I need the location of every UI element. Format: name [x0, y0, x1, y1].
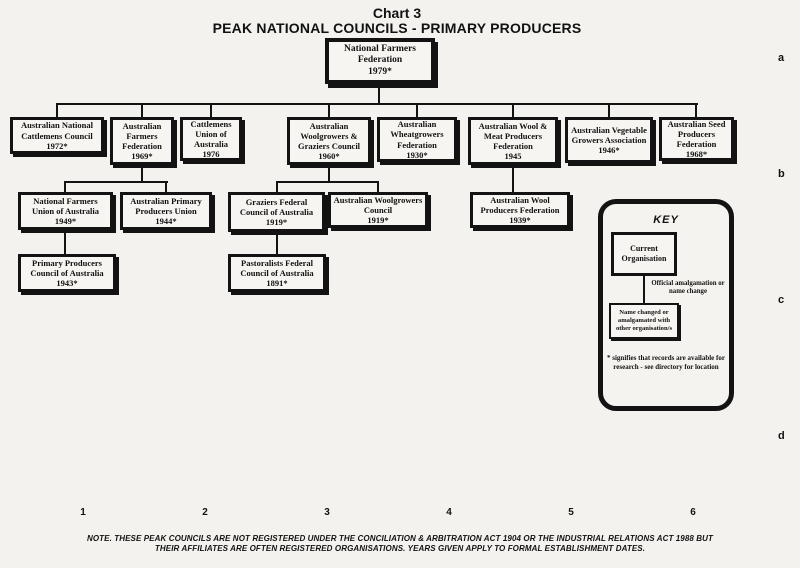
org-year: 1949*	[54, 216, 77, 227]
org-node-australian-national-cattlemens-council	[10, 117, 104, 154]
org-year: 1976	[202, 149, 220, 160]
connector-line	[512, 104, 514, 117]
grid-col-label-4: 4	[446, 507, 452, 518]
org-node-australian-seed-producers-federation	[659, 117, 734, 161]
connector-line	[64, 181, 168, 183]
org-name: Cattlemens Union of Australia	[190, 118, 232, 149]
page-title: PEAK NATIONAL COUNCILS - PRIMARY PRODUCERS	[212, 20, 582, 36]
org-year: 1972*	[46, 140, 68, 151]
connector-line	[416, 104, 418, 117]
org-name: National Farmers Union of Australia	[31, 195, 100, 216]
connector-line	[378, 84, 380, 104]
grid-col-label-1: 1	[80, 507, 86, 518]
footer-note-line-2: THEIR AFFILIATES ARE OFTEN REGISTERED ORGANISATIONS. YEARS GIVEN APPLY TO FORMAL ESTABLISHMENT DATES.	[154, 544, 646, 553]
org-name: Australian Wool & Meat Producers Federation	[478, 120, 548, 151]
footer-note-line-1: NOTE. THESE PEAK COUNCILS ARE NOT REGISTERED UNDER THE CONCILIATION & ARBITRATION ACT 1904 OR THE INDUSTRIAL RELATIONS ACT 1988 BUT	[86, 534, 714, 543]
connector-line	[64, 230, 66, 254]
org-node-australian-farmers-federation	[110, 117, 174, 165]
org-node-graziers-federal-council-of-australia	[228, 192, 325, 232]
connector-line	[608, 104, 610, 117]
connector-line	[56, 104, 58, 117]
grid-row-label-c: c	[778, 294, 785, 306]
key-edge-label: Official amalgamation or name change	[651, 280, 725, 296]
org-node-national-farmers-federation	[325, 38, 435, 84]
connector-line	[328, 165, 330, 182]
connector-line	[165, 182, 167, 192]
org-year: 1969*	[131, 151, 153, 162]
org-node-cattlemens-union-of-australia	[180, 117, 242, 161]
org-node-national-farmers-union-of-australia	[18, 192, 113, 230]
org-node-australian-wool-meat-producers-federation	[468, 117, 558, 165]
org-name: Australian Woolgrowers Council	[333, 194, 423, 215]
org-year: 1979*	[368, 66, 392, 77]
connector-line	[377, 182, 379, 192]
org-node-australian-wheatgrowers-federation	[377, 117, 457, 162]
org-year: 1891*	[266, 278, 288, 289]
connector-line	[141, 104, 143, 117]
org-name: Australian National Cattlemens Council	[20, 120, 94, 141]
key-asterisk-footnote: * signifies that records are available for research - see directory for location	[607, 354, 725, 372]
connector-line	[276, 182, 278, 192]
org-year: 1945	[504, 151, 522, 162]
org-node-australian-wool-producers-federation	[470, 192, 570, 228]
grid-col-label-3: 3	[324, 507, 330, 518]
connector-line	[276, 181, 379, 183]
org-year: 1919*	[367, 215, 389, 226]
org-name: Australian Farmers Federation	[122, 120, 162, 151]
org-name: Australian Wheatgrowers Federation	[390, 119, 444, 150]
connector-line	[695, 104, 697, 117]
org-name: Australian Primary Producers Union	[130, 195, 202, 216]
connector-line	[141, 165, 143, 182]
org-node-australian-vegetable-growers-association	[565, 117, 653, 163]
org-node-australian-woolgrowers-graziers-council	[287, 117, 371, 165]
org-name: Australian Wool Producers Federation	[480, 194, 560, 215]
grid-col-label-5: 5	[568, 507, 574, 518]
connector-line	[210, 104, 212, 117]
org-node-pastoralists-federal-council-of-australia	[228, 254, 326, 292]
org-node-primary-producers-council-of-australia	[18, 254, 116, 292]
connector-line	[276, 232, 278, 254]
org-year: 1946*	[598, 145, 620, 155]
org-name: Australian Woolgrowers & Graziers Council	[297, 120, 361, 151]
org-name: Graziers Federal Council of Australia	[239, 196, 314, 217]
org-node-australian-woolgrowers-council	[328, 192, 428, 228]
org-name: Pastoralists Federal Council of Australia	[240, 257, 314, 278]
org-name: Australian Vegetable Growers Association	[571, 124, 647, 145]
org-year: 1939*	[509, 215, 531, 226]
connector-line	[64, 182, 66, 192]
org-name: National Farmers Federation	[343, 44, 417, 66]
org-year: 1944*	[155, 216, 177, 227]
org-year: 1943*	[56, 278, 78, 289]
org-name: Australian Seed Producers Federation	[667, 118, 726, 149]
key-name-changed-box: Name changed or amalgamated with other organisation/s	[609, 303, 679, 339]
chart-number-title: Chart 3	[372, 5, 422, 21]
grid-col-label-6: 6	[690, 507, 696, 518]
key-legend-panel	[598, 199, 734, 411]
grid-col-label-2: 2	[202, 507, 208, 518]
org-year: 1930*	[406, 149, 428, 160]
key-current-organisation-box: Current Organisation	[611, 232, 677, 276]
connector-line	[56, 103, 698, 105]
connector-line	[328, 104, 330, 117]
org-year: 1968*	[685, 149, 708, 160]
connector-line	[512, 165, 514, 192]
grid-row-label-d: d	[778, 430, 785, 442]
key-connector-line	[643, 276, 645, 303]
key-title: KEY	[653, 214, 679, 226]
org-year: 1960*	[318, 151, 340, 162]
org-year: 1919*	[265, 217, 288, 227]
grid-row-label-a: a	[778, 52, 785, 64]
org-node-australian-primary-producers-union	[120, 192, 212, 230]
org-name: Primary Producers Council of Australia	[30, 257, 104, 278]
grid-row-label-b: b	[778, 168, 785, 180]
